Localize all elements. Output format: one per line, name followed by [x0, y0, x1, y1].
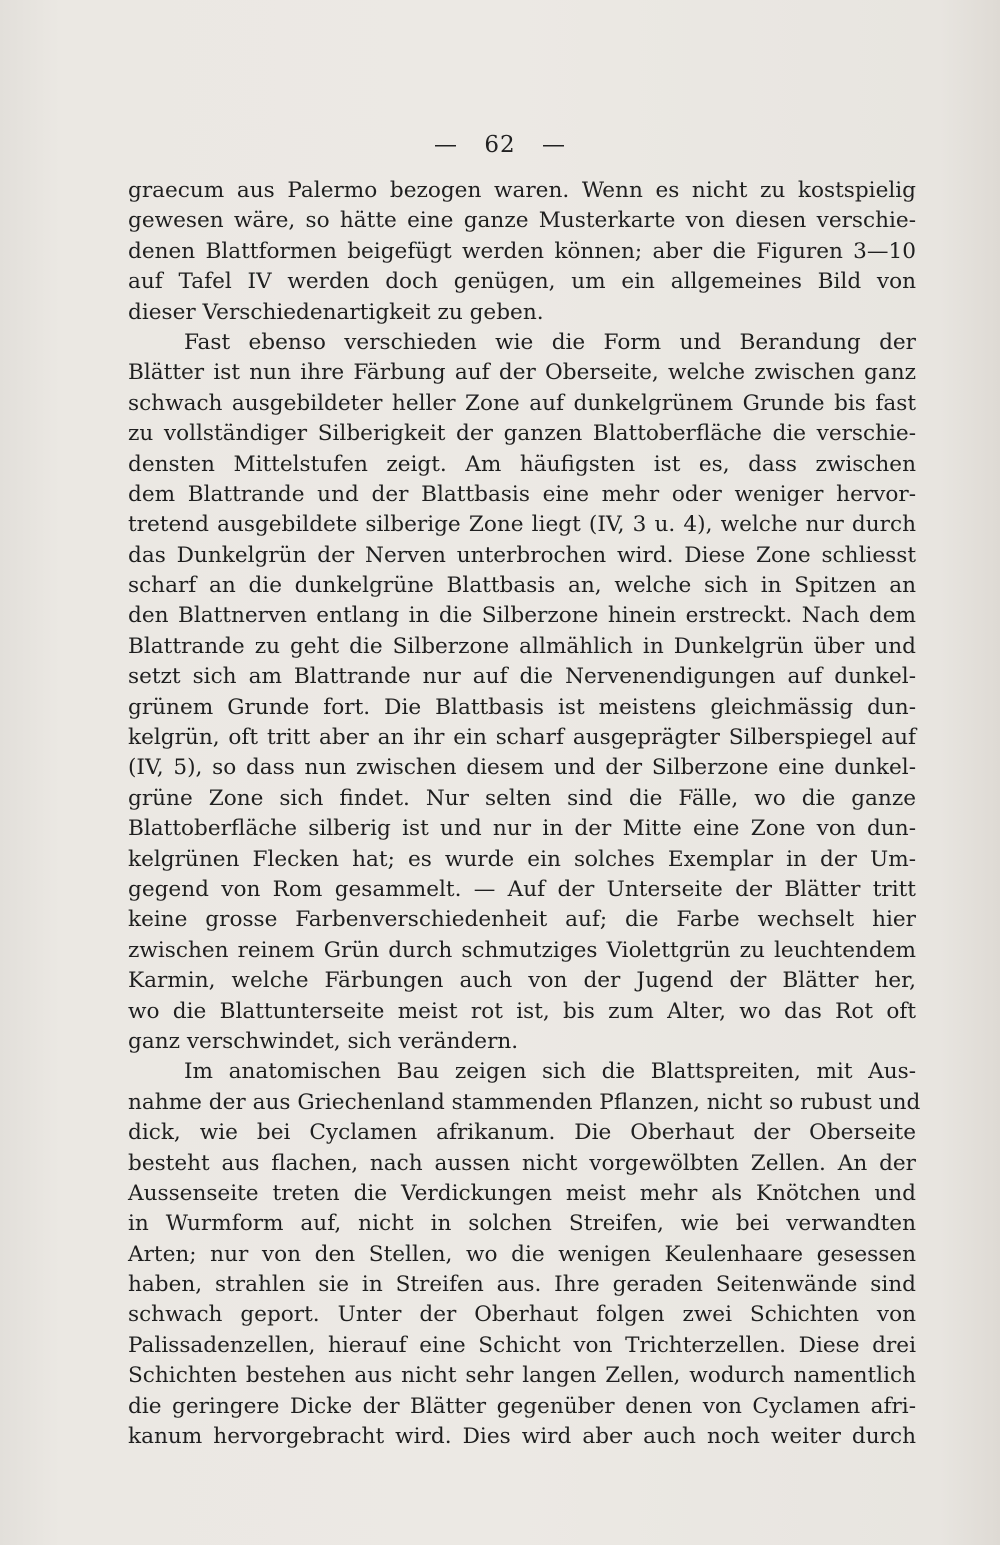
text-line: wo die Blattunterseite meist rot ist, bis zum Alter, wo das Rot oft: [128, 998, 916, 1024]
page-number-header: [0, 132, 1000, 158]
header-dash-right: —: [541, 132, 566, 158]
paragraph: [128, 328, 916, 1057]
text-line: ganz verschwindet, sich verändern.: [128, 1028, 519, 1054]
text-line: Aussenseite treten die Verdickungen meist mehr als Knötchen und: [128, 1180, 916, 1206]
text-line: zu vollständiger Silberigkeit der ganzen Blattoberfläche die verschie-: [128, 421, 916, 447]
text-line: Palissadenzellen, hierauf eine Schicht von Trichterzellen. Diese drei: [128, 1332, 916, 1358]
text-line: setzt sich am Blattrande nur auf die Nervenendigungen auf dunkel-: [128, 664, 916, 690]
text-line: in Wurmform auf, nicht in solchen Streifen, wie bei verwandten: [128, 1211, 916, 1237]
text-line: zwischen reinem Grün durch schmutziges Violettgrün zu leuchtendem: [128, 937, 916, 963]
text-line: (IV, 5), so dass nun zwischen diesem und der Silberzone eine dunkel-: [128, 755, 916, 781]
text-line: kelgrün, oft tritt aber an ihr ein scharf ausgeprägter Silberspiegel auf: [128, 725, 916, 751]
text-line: kelgrünen Flecken hat; es wurde ein solches Exemplar in der Um-: [128, 846, 916, 872]
text-line: Blattoberfläche silberig ist und nur in der Mitte eine Zone von dun-: [128, 816, 916, 842]
text-line: grüne Zone sich findet. Nur selten sind die Fälle, wo die ganze: [128, 785, 916, 811]
page-number: 62: [484, 132, 516, 158]
text-line: Arten; nur von den Stellen, wo die wenigen Keulenhaare gesessen: [128, 1241, 916, 1267]
text-line: besteht aus flachen, nach aussen nicht vorgewölbten Zellen. An der: [128, 1150, 916, 1176]
text-line: scharf an die dunkelgrüne Blattbasis an, welche sich in Spitzen an: [128, 573, 916, 599]
text-line: das Dunkelgrün der Nerven unterbrochen wird. Diese Zone schliesst: [128, 542, 916, 568]
text-line: haben, strahlen sie in Streifen aus. Ihre geraden Seitenwände sind: [128, 1272, 916, 1298]
text-line: die geringere Dicke der Blätter gegenüber denen von Cyclamen afri-: [128, 1393, 916, 1419]
paragraph: [128, 176, 916, 328]
text-line: schwach ausgebildeter heller Zone auf dunkelgrünem Grunde bis fast: [128, 390, 916, 416]
text-line: Schichten bestehen aus nicht sehr langen Zellen, wodurch namentlich: [128, 1363, 916, 1389]
text-line: graecum aus Palermo bezogen waren. Wenn es nicht zu kostspielig: [128, 178, 916, 203]
text-line: Fast ebenso verschieden wie die Form und Berandung der: [184, 329, 916, 355]
text-line: Blattrande zu geht die Silberzone allmählich in Dunkelgrün über und: [128, 633, 916, 659]
text-line: auf Tafel IV werden doch genügen, um ein allgemeines Bild von: [128, 269, 916, 295]
header-dash-left: —: [434, 132, 459, 158]
text-line: Im anatomischen Bau zeigen sich die Blattspreiten, mit Aus-: [184, 1059, 916, 1085]
text-line: nahme der aus Griechenland stammenden Pflanzen, nicht so rubust und: [128, 1089, 921, 1115]
paragraph: [128, 1057, 921, 1452]
text-line: gewesen wäre, so hätte eine ganze Musterkarte von diesen verschie-: [128, 208, 916, 234]
text-line: den Blattnerven entlang in die Silberzone hinein erstreckt. Nach dem: [128, 603, 916, 629]
text-line: grünem Grunde fort. Die Blattbasis ist meistens gleichmässig dun-: [128, 694, 916, 720]
text-line: tretend ausgebildete silberige Zone liegt (IV, 3 u. 4), welche nur durch: [128, 512, 916, 538]
text-line: densten Mittelstufen zeigt. Am häufigsten ist es, dass zwischen: [128, 451, 916, 477]
text-line: gegend von Rom gesammelt. — Auf der Unterseite der Blätter tritt: [128, 876, 916, 902]
text-line: Karmin, welche Färbungen auch von der Jugend der Blätter her,: [128, 968, 916, 994]
text-line: dick, wie bei Cyclamen afrikanum. Die Oberhaut der Oberseite: [128, 1120, 916, 1146]
text-line: keine grosse Farbenverschiedenheit auf; die Farbe wechselt hier: [128, 907, 916, 933]
body-text: [128, 176, 921, 1452]
text-line: Blätter ist nun ihre Färbung auf der Oberseite, welche zwischen ganz: [128, 360, 916, 386]
text-line: schwach geport. Unter der Oberhaut folgen zwei Schichten von: [128, 1302, 916, 1328]
text-line: dem Blattrande und der Blattbasis eine mehr oder weniger hervor-: [128, 481, 916, 507]
text-line: dieser Verschiedenartigkeit zu geben.: [128, 299, 544, 325]
text-line: kanum hervorgebracht wird. Dies wird aber auch noch weiter durch: [128, 1424, 916, 1450]
text-line: denen Blattformen beigefügt werden können; aber die Figuren 3—10: [128, 238, 916, 264]
